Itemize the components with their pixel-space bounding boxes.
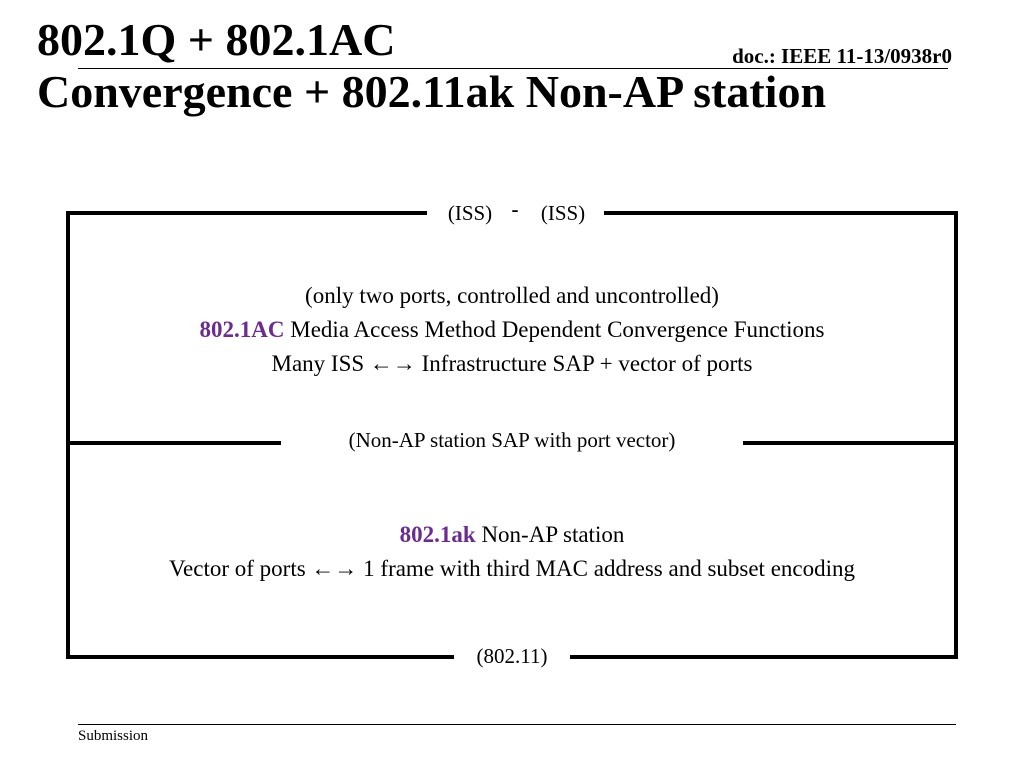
document-id: doc.: IEEE 11-13/0938r0	[732, 44, 952, 68]
footer-rule	[78, 724, 956, 725]
vector-ports-mapping-line: Vector of ports ←→ 1 frame with third MAC address and subset encoding	[168, 556, 856, 581]
footer-submission: Submission	[78, 728, 149, 744]
non-ap-station-block	[68, 518, 956, 586]
top-iss-label-right: (ISS)	[540, 201, 586, 225]
non-ap-station-line	[68, 518, 956, 552]
non-ap-station-text: Non-AP station	[475, 522, 625, 547]
std-802-11ak: 802.1ak	[399, 522, 476, 547]
sap-port-vector-label: (Non-AP station SAP with port vector)	[348, 428, 676, 452]
convergence-functions-text: Media Access Method Dependent Convergence Functions	[284, 317, 825, 342]
convergence-block	[68, 279, 956, 381]
title-line-2: Convergence + 802.11ak Non-AP station	[37, 66, 827, 117]
std-802-1ac: 802.1AC	[199, 317, 285, 342]
top-iss-dash: -	[511, 197, 519, 221]
top-iss-label-left: (ISS)	[447, 201, 493, 225]
convergence-functions-line	[68, 313, 956, 347]
bottom-802-11-label: (802.11)	[476, 644, 548, 668]
iss-sap-mapping-line: Many ISS ←→ Infrastructure SAP + vector of ports	[271, 351, 753, 376]
ports-note: (only two ports, controlled and uncontrolled)	[305, 283, 719, 308]
title-line-1: 802.1Q + 802.1AC	[37, 14, 396, 65]
